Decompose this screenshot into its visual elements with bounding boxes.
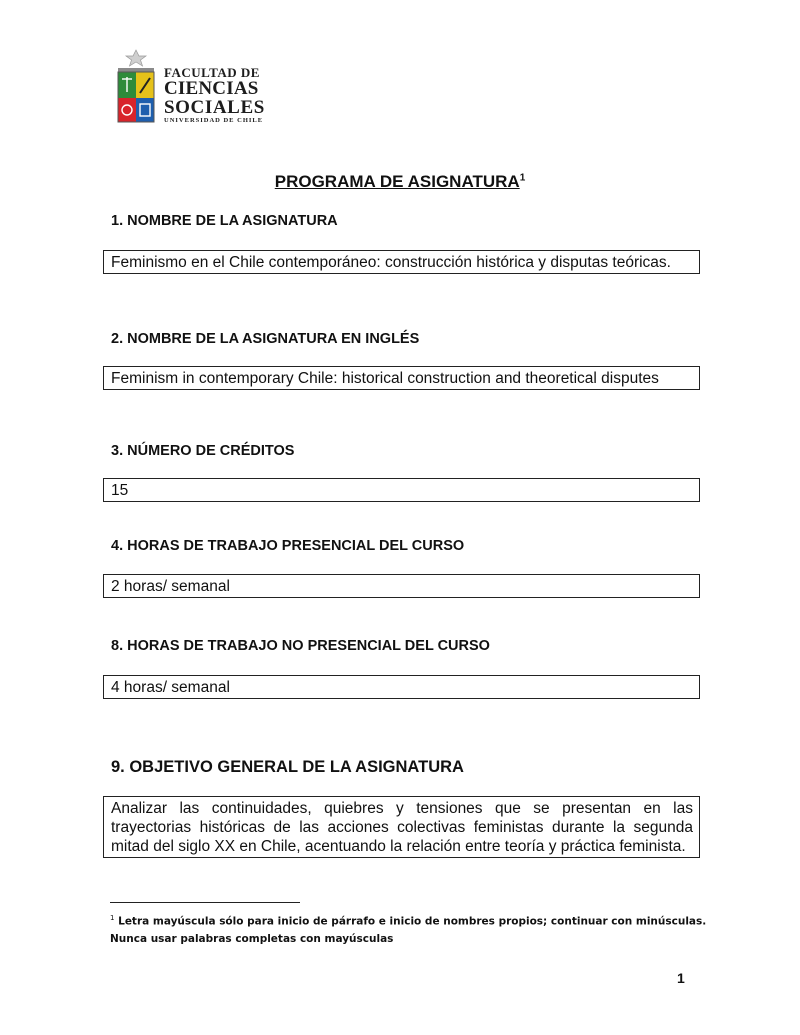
- logo-text: [164, 66, 265, 125]
- section-box-independent-hours: 4 horas/ semanal: [103, 675, 700, 699]
- faculty-logo: [112, 48, 272, 128]
- section-heading-independent-hours: 8. HORAS DE TRABAJO NO PRESENCIAL DEL CURSO: [111, 638, 490, 654]
- footnote-marker: 1: [110, 914, 115, 922]
- footnote-text: Letra mayúscula sólo para inicio de párrafo e inicio de nombres propios; continuar con minúsculas. Nunca usar palabras completas con mayúsculas: [110, 915, 707, 945]
- section-heading-course-name-english: 2. NOMBRE DE LA ASIGNATURA EN INGLÉS: [111, 331, 420, 347]
- section-heading-course-name: 1. NOMBRE DE LA ASIGNATURA: [111, 213, 338, 229]
- section-box-general-objective: Analizar las continuidades, quiebres y tensiones que se presentan en las trayectorias históricas de las acciones colectivas feministas durante la segunda mitad del siglo XX en Chile, acentuando la relación entre teoría y práctica feminista.: [103, 796, 700, 858]
- document-title: [0, 172, 800, 192]
- university-crest-icon: [112, 48, 160, 126]
- section-box-course-name: Feminismo en el Chile contemporáneo: construcción histórica y disputas teóricas.: [103, 250, 700, 274]
- footnote: [110, 910, 710, 948]
- section-heading-contact-hours: 4. HORAS DE TRABAJO PRESENCIAL DEL CURSO: [111, 538, 465, 554]
- section-heading-general-objective: 9. OBJETIVO GENERAL DE LA ASIGNATURA: [111, 758, 464, 776]
- logo-line-4: UNIVERSIDAD DE CHILE: [164, 117, 264, 124]
- section-box-contact-hours: 2 horas/ semanal: [103, 574, 700, 598]
- title-footnote-ref: 1: [519, 172, 526, 184]
- page-number: 1: [677, 970, 685, 986]
- logo-line-3: SOCIALES: [164, 97, 265, 118]
- logo-line-1: FACULTAD DE: [164, 65, 260, 80]
- footnote-separator: [110, 902, 300, 903]
- document-title-text: PROGRAMA DE ASIGNATURA: [274, 172, 520, 191]
- logo-line-2: CIENCIAS: [164, 78, 259, 99]
- section-box-credits: 15: [103, 478, 700, 502]
- section-box-course-name-english: Feminism in contemporary Chile: historical construction and theoretical disputes: [103, 366, 700, 390]
- section-heading-credits: 3. NÚMERO DE CRÉDITOS: [111, 443, 295, 459]
